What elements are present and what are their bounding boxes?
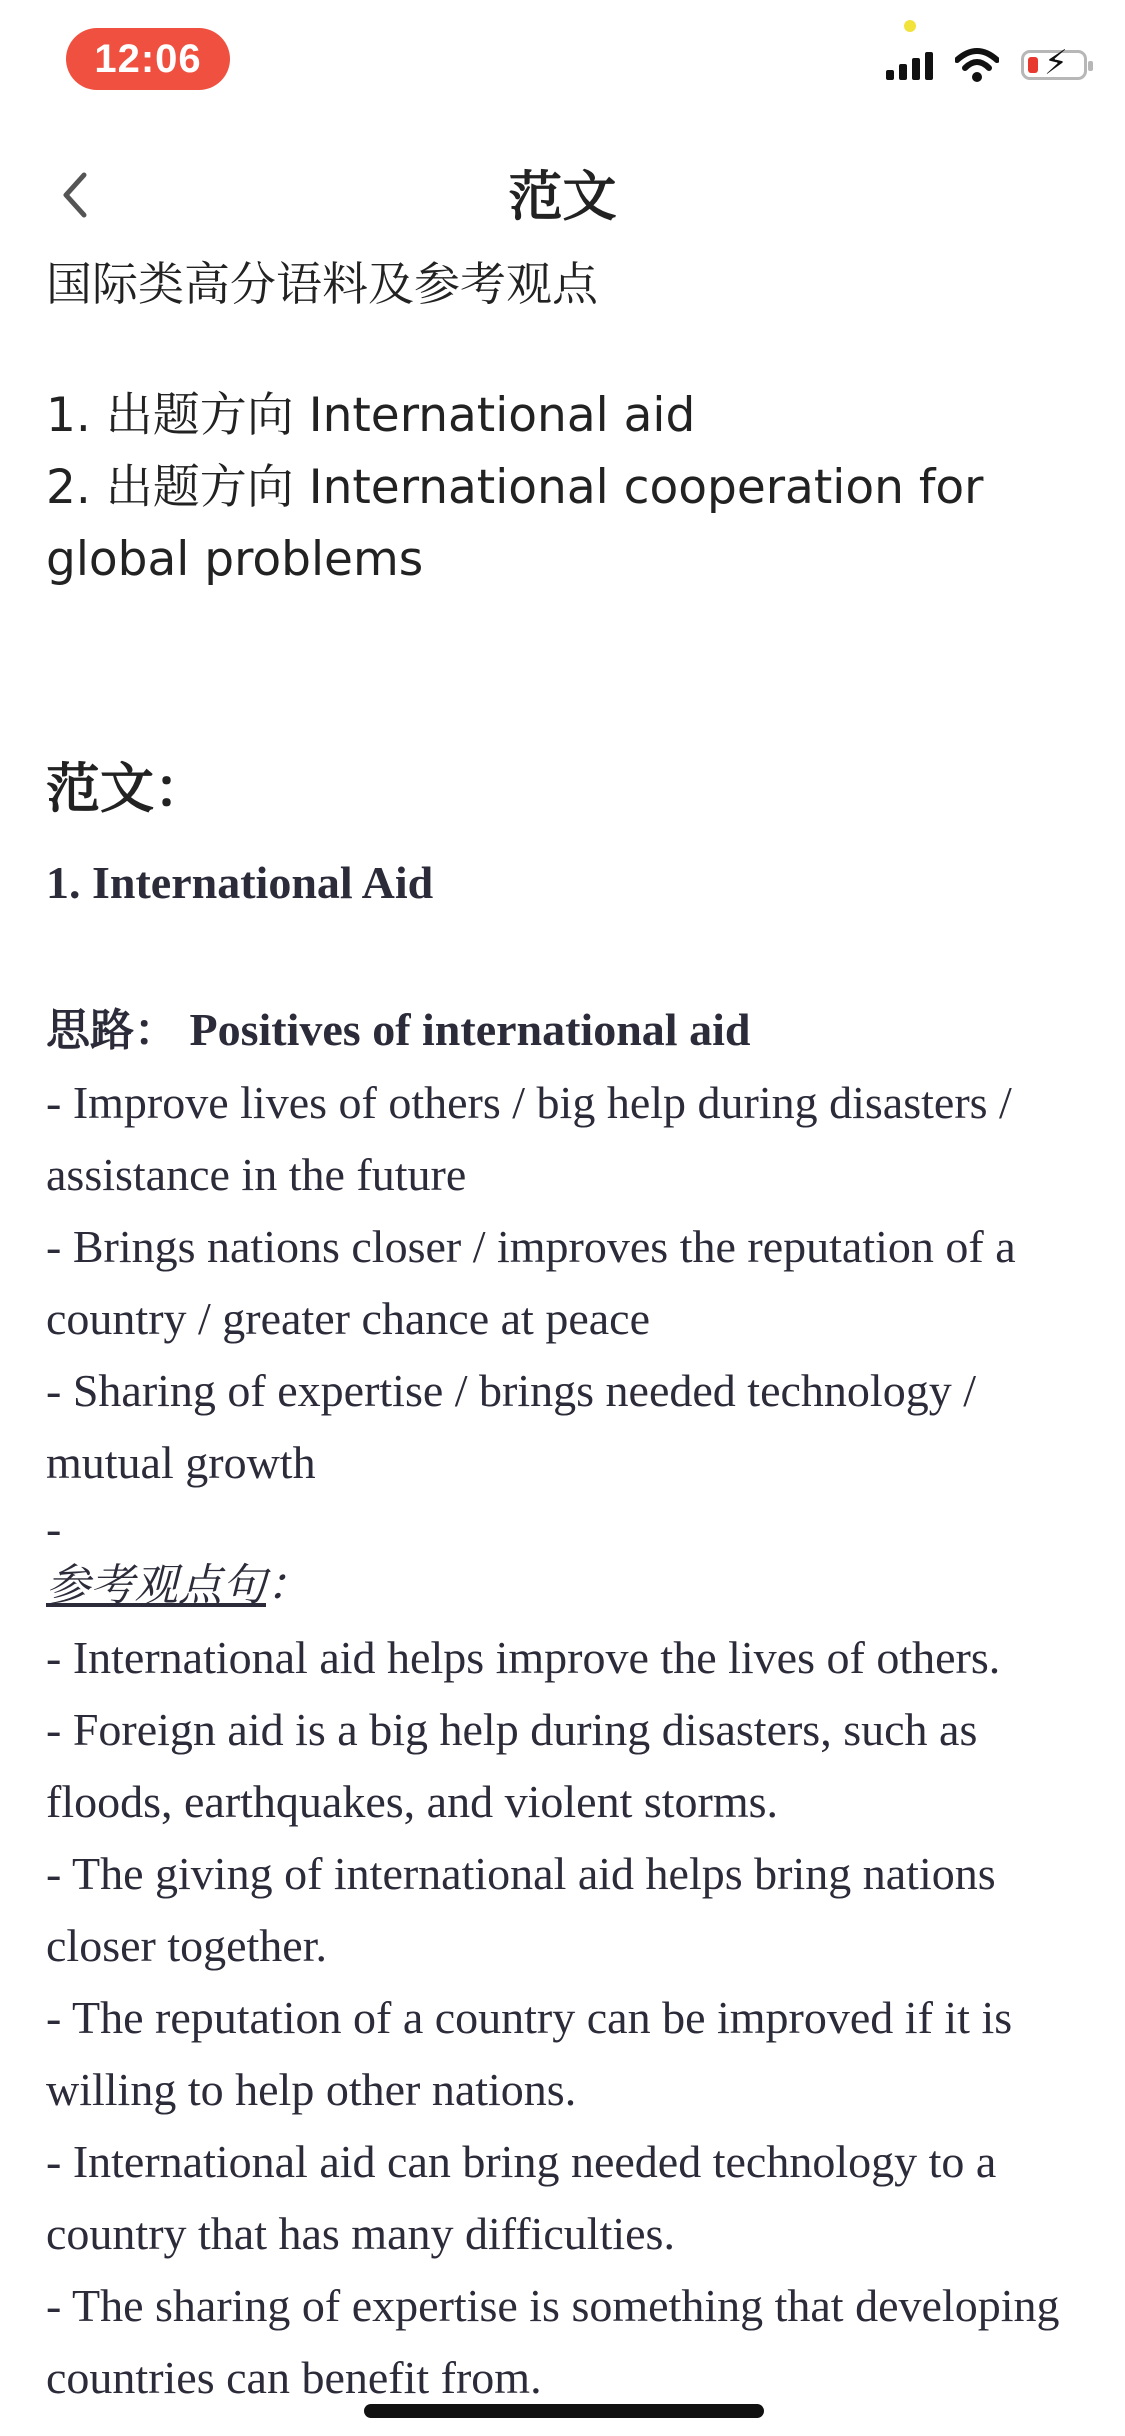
reference-sentence: - The reputation of a country can be improved if it is willing to help other nations. <box>46 1992 1013 2115</box>
nav-bar <box>0 140 1125 250</box>
separator: - <box>46 1503 62 1554</box>
wifi-icon <box>955 48 999 82</box>
battery-icon <box>1021 44 1087 82</box>
article-content <box>46 250 1076 2414</box>
idea-item: - Brings nations closer / improves the reputation of a country / greater chance at peace <box>46 1221 1016 1344</box>
article-subtitle: 国际类高分语料及参考观点 <box>46 257 598 311</box>
status-icons <box>886 44 1087 82</box>
direction-list <box>46 380 1076 596</box>
status-time: 12:06 <box>66 28 230 90</box>
page-title: 范文 <box>508 165 617 228</box>
status-bar <box>0 0 1125 120</box>
reference-sentence: - Foreign aid is a big help during disasters, such as floods, earthquakes, and violent storms. <box>46 1704 978 1827</box>
reference-label <box>46 1549 1076 1622</box>
idea-label-cn: 思路： <box>46 1005 178 1056</box>
essay-heading: 1. International Aid <box>46 857 434 908</box>
idea-label <box>46 994 1076 1067</box>
home-indicator[interactable] <box>364 2404 764 2418</box>
section-heading: 范文： <box>46 757 208 820</box>
idea-item: - Sharing of expertise / brings needed technology / mutual growth <box>46 1365 976 1488</box>
reference-sentence: - International aid helps improve the lives of others. <box>46 1632 1001 1683</box>
charging-bolt-icon: ⚡ <box>1044 44 1068 82</box>
idea-item: - Improve lives of others / big help during disasters / assistance in the future <box>46 1077 1012 1200</box>
reference-label-text: 参考观点句 <box>46 1560 266 1611</box>
reference-sentence: - The giving of international aid helps bring nations closer together. <box>46 1848 996 1971</box>
reference-label-colon: ： <box>266 1559 312 1610</box>
cellular-signal-icon <box>886 50 933 80</box>
reference-sentence: - International aid can bring needed technology to a country that has many difficulties. <box>46 2136 997 2259</box>
direction-item: 1. 出题方向 International aid <box>46 388 696 443</box>
reference-sentences <box>46 1622 1076 2414</box>
idea-label-en: Positives of international aid <box>189 1004 751 1055</box>
direction-item: 2. 出题方向 International cooperation for global problems <box>46 460 984 587</box>
mic-indicator-icon <box>904 20 916 32</box>
idea-list <box>46 1067 1076 1499</box>
reference-sentence: - The sharing of expertise is something that developing countries can benefit from. <box>46 2280 1060 2403</box>
